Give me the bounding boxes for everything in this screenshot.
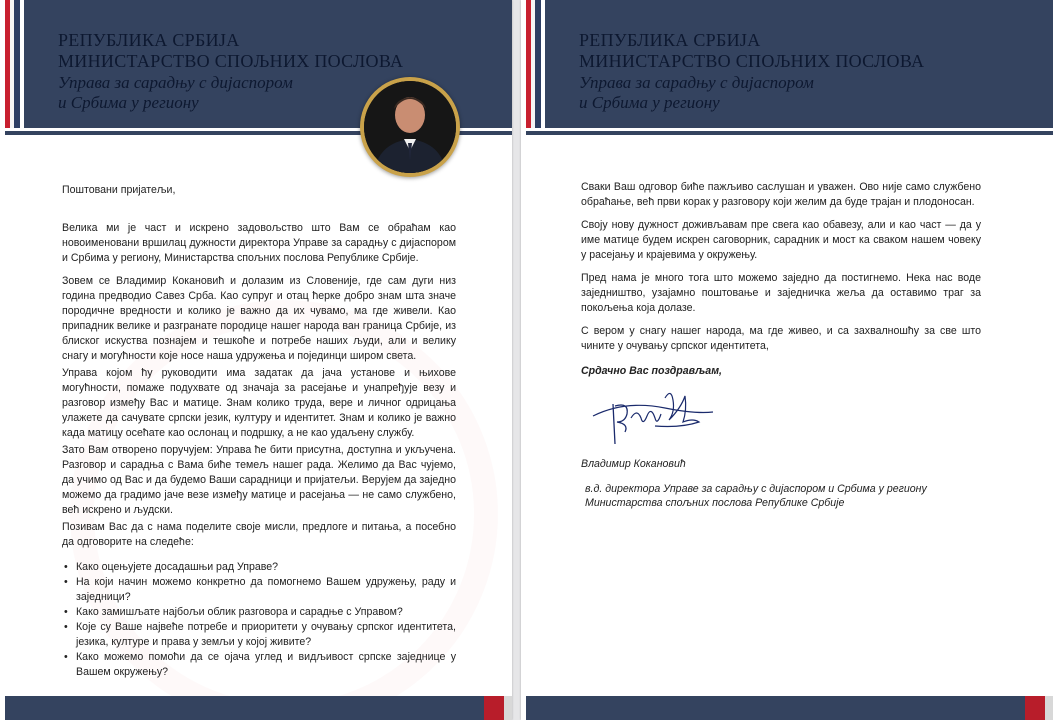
salutation: Поштовани пријатељи, bbox=[62, 184, 176, 196]
paragraph-intro: Велика ми је част и искрено задовољство што Вам се обраћам као новоименовани вршилац дужности директора Управе за сарадњу с дијаспором и Србима у региону, Министарства спољних послова Републике Србије. bbox=[62, 222, 456, 264]
letterhead-rule bbox=[526, 131, 1053, 135]
letterhead-country: РЕПУБЛИКА СРБИЈА bbox=[58, 30, 240, 50]
letterhead-office-line2: и Србима у региону bbox=[58, 93, 199, 112]
paragraph-response: Сваки Ваш одговор биће пажљиво саслушан и уважен. Ово није само службено обраћање, већ први корак у разговору који желим да буде трајан и плодоносан. bbox=[581, 181, 981, 208]
signatory-title: в.д. директора Управе за сарадњу с дијаспором и Србима у региону bbox=[585, 483, 927, 495]
letterhead bbox=[521, 0, 1053, 138]
flag-stripes bbox=[526, 0, 541, 128]
signatory-name: Владимир Кокановић bbox=[581, 458, 686, 470]
paragraph-duty: Своју нову дужност доживљавам пре свега као обавезу, али и као част — да у име матице будем искрен саговорник, сарадник и мост ка сваком нашем човеку у расејању и крајевима у окружењу. bbox=[581, 219, 981, 261]
questions-list bbox=[62, 560, 456, 680]
letter-footer bbox=[521, 696, 1053, 720]
paragraph-invitation: Позивам Вас да с нама поделите своје мисли, предлоге и питања, а посебно да одговорите на следеће: bbox=[62, 521, 456, 548]
flag-stripes bbox=[5, 0, 20, 128]
letter-page-2 bbox=[521, 0, 1053, 720]
paragraph-closing: С вером у снагу нашег народа, ма где живео, и са захвалношћу за све што чините у очувању српског идентитета, bbox=[581, 325, 981, 352]
letterhead-office-line1: Управа за сарадњу с дијаспором bbox=[579, 73, 814, 92]
letterhead-country: РЕПУБЛИКА СРБИЈА bbox=[579, 30, 761, 50]
letterhead-band bbox=[545, 0, 1053, 128]
letterhead-office-line2: и Србима у региону bbox=[579, 93, 720, 112]
letterhead-office-line1: Управа за сарадњу с дијаспором bbox=[58, 73, 293, 92]
paragraph-mission: Управа којом ћу руководити има задатак да јача установе и њихове могућности, помаже подухвате од значаја за расејање и унапређује везу и разговор између Вас и матице. Знам колико труда, вере и личног одрицања улажете да сачувате српски језик, културу и идентитет. Знам и колико је важно када матицу осећате као ослонац и подршку, а не као удаљену службу. bbox=[62, 367, 456, 439]
list-item: • Како оцењујете досадашњи рад Управе? bbox=[62, 560, 456, 575]
letterhead-ministry: МИНИСТАРСТВО СПОЉНИХ ПОСЛОВА bbox=[58, 51, 404, 71]
signatory-ministry: Министарства спољних послова Републике Србије bbox=[585, 497, 845, 509]
list-item: • Како можемо помоћи да се ојача углед и видљивост српске заједнице у Вашем окружењу? bbox=[62, 650, 456, 680]
list-item: • Како замишљате најбољи облик разговора и сарадње с Управом? bbox=[62, 605, 456, 620]
paragraph-biography: Зовем се Владимир Кокановић и долазим из Словеније, где сам дуги низ година предводио Савез Срба. Као супруг и отац ћерке добро знам шта значе породичне вредности и колико је важно да их чувамо, ма где живели. Као припадник велике и разгранате породице нашег народа ван граница Србије, из блиског искуства познајем и тешкоће и потребе наших људи, али и велику снагу и могућности које носе наша удружења и појединци широм света. bbox=[62, 275, 456, 362]
list-item: • Које су Ваше највеће потребе и приоритети у очувању српског идентитета, језика, културе и права у земљи у којој живите? bbox=[62, 620, 456, 650]
closing-greeting: Срдачно Вас поздрављам, bbox=[581, 365, 722, 377]
signature bbox=[585, 378, 725, 448]
letterhead-ministry: МИНИСТАРСТВО СПОЉНИХ ПОСЛОВА bbox=[579, 51, 925, 71]
paragraph-goals: Пред нама је много тога што можемо заједно да постигнемо. Нека нас воде заједништво, узајамно поштовање и заједничка жеља да оставимо траг за покољења која долазе. bbox=[581, 272, 981, 314]
list-item: • На који начин можемо конкретно да помогнемо Вашем удружењу, раду и заједници? bbox=[62, 575, 456, 605]
paragraph-message: Зато Вам отворено поручујем: Управа ће бити присутна, доступна и укључена. Разговор и сарадња с Вама биће темељ нашег рада. Желимо да Вас чујемо, да учимо од Вас и да будемо Ваши сарадници и пријатељи. Верујем да заједно можемо да градимо јаче везе између матице и расејања — не само службено, већ искрено и људски. bbox=[62, 444, 456, 516]
letter-footer bbox=[0, 696, 512, 720]
letter-page-1 bbox=[0, 0, 512, 720]
director-portrait bbox=[360, 77, 460, 177]
